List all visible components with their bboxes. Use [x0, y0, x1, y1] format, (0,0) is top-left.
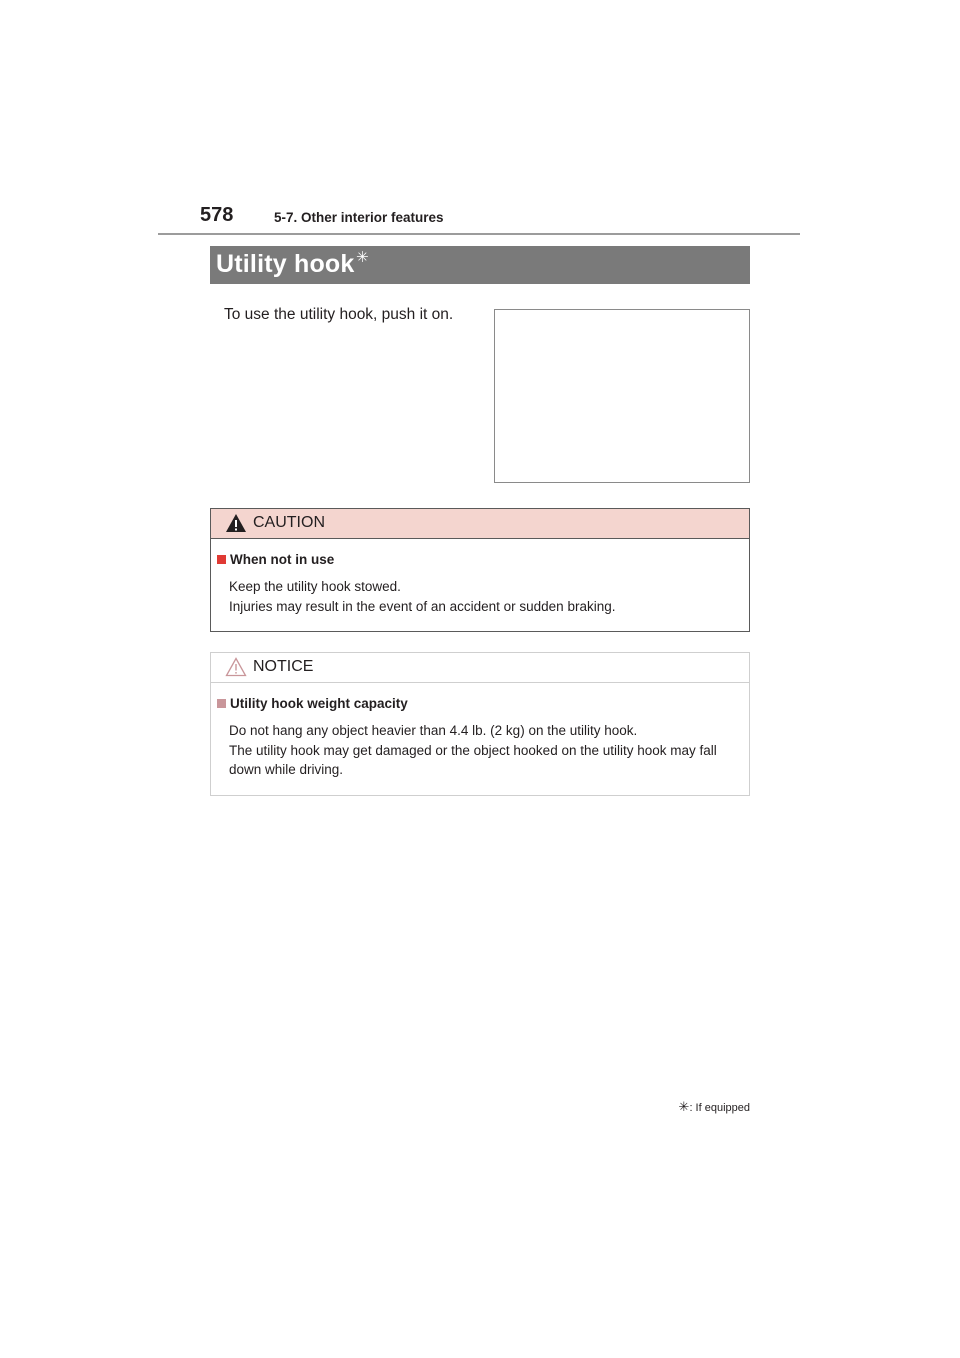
- footnote-text: : If equipped: [689, 1102, 750, 1114]
- equipped-asterisk-icon: ✳: [356, 249, 369, 266]
- caution-label: CAUTION: [253, 514, 325, 531]
- bullet-square-icon: [217, 555, 226, 564]
- section-title-bar: [210, 246, 750, 284]
- footnote-asterisk-icon: ✳: [678, 1099, 690, 1114]
- illustration-frame: [494, 309, 750, 483]
- caution-box: [210, 508, 750, 632]
- chapter-title: 5-7. Other interior features: [274, 210, 444, 225]
- notice-header: [211, 653, 749, 683]
- warning-triangle-outline-icon: [225, 657, 247, 677]
- notice-label: NOTICE: [253, 658, 314, 675]
- caution-line: Keep the utility hook stowed.: [229, 579, 401, 594]
- notice-box: [210, 652, 750, 796]
- header-rule: [158, 233, 800, 235]
- caution-subheading: When not in use: [217, 552, 334, 567]
- page-header: [158, 200, 800, 236]
- notice-line: The utility hook may get damaged or the object hooked on the utility hook may fall down while driving.: [229, 742, 717, 777]
- intro-text: To use the utility hook, push it on.: [224, 306, 454, 323]
- page-number: 578: [200, 204, 234, 226]
- footnote: [676, 1099, 750, 1115]
- notice-line: Do not hang any object heavier than 4.4 lb. (2 kg) on the utility hook.: [229, 723, 638, 738]
- notice-subheading: Utility hook weight capacity: [217, 696, 408, 711]
- warning-triangle-icon: [225, 513, 247, 533]
- caution-line: Injuries may result in the event of an accident or sudden braking.: [229, 598, 616, 614]
- bullet-square-icon: [217, 699, 226, 708]
- section-title: Utility hook: [216, 250, 355, 278]
- caution-header: [211, 509, 749, 539]
